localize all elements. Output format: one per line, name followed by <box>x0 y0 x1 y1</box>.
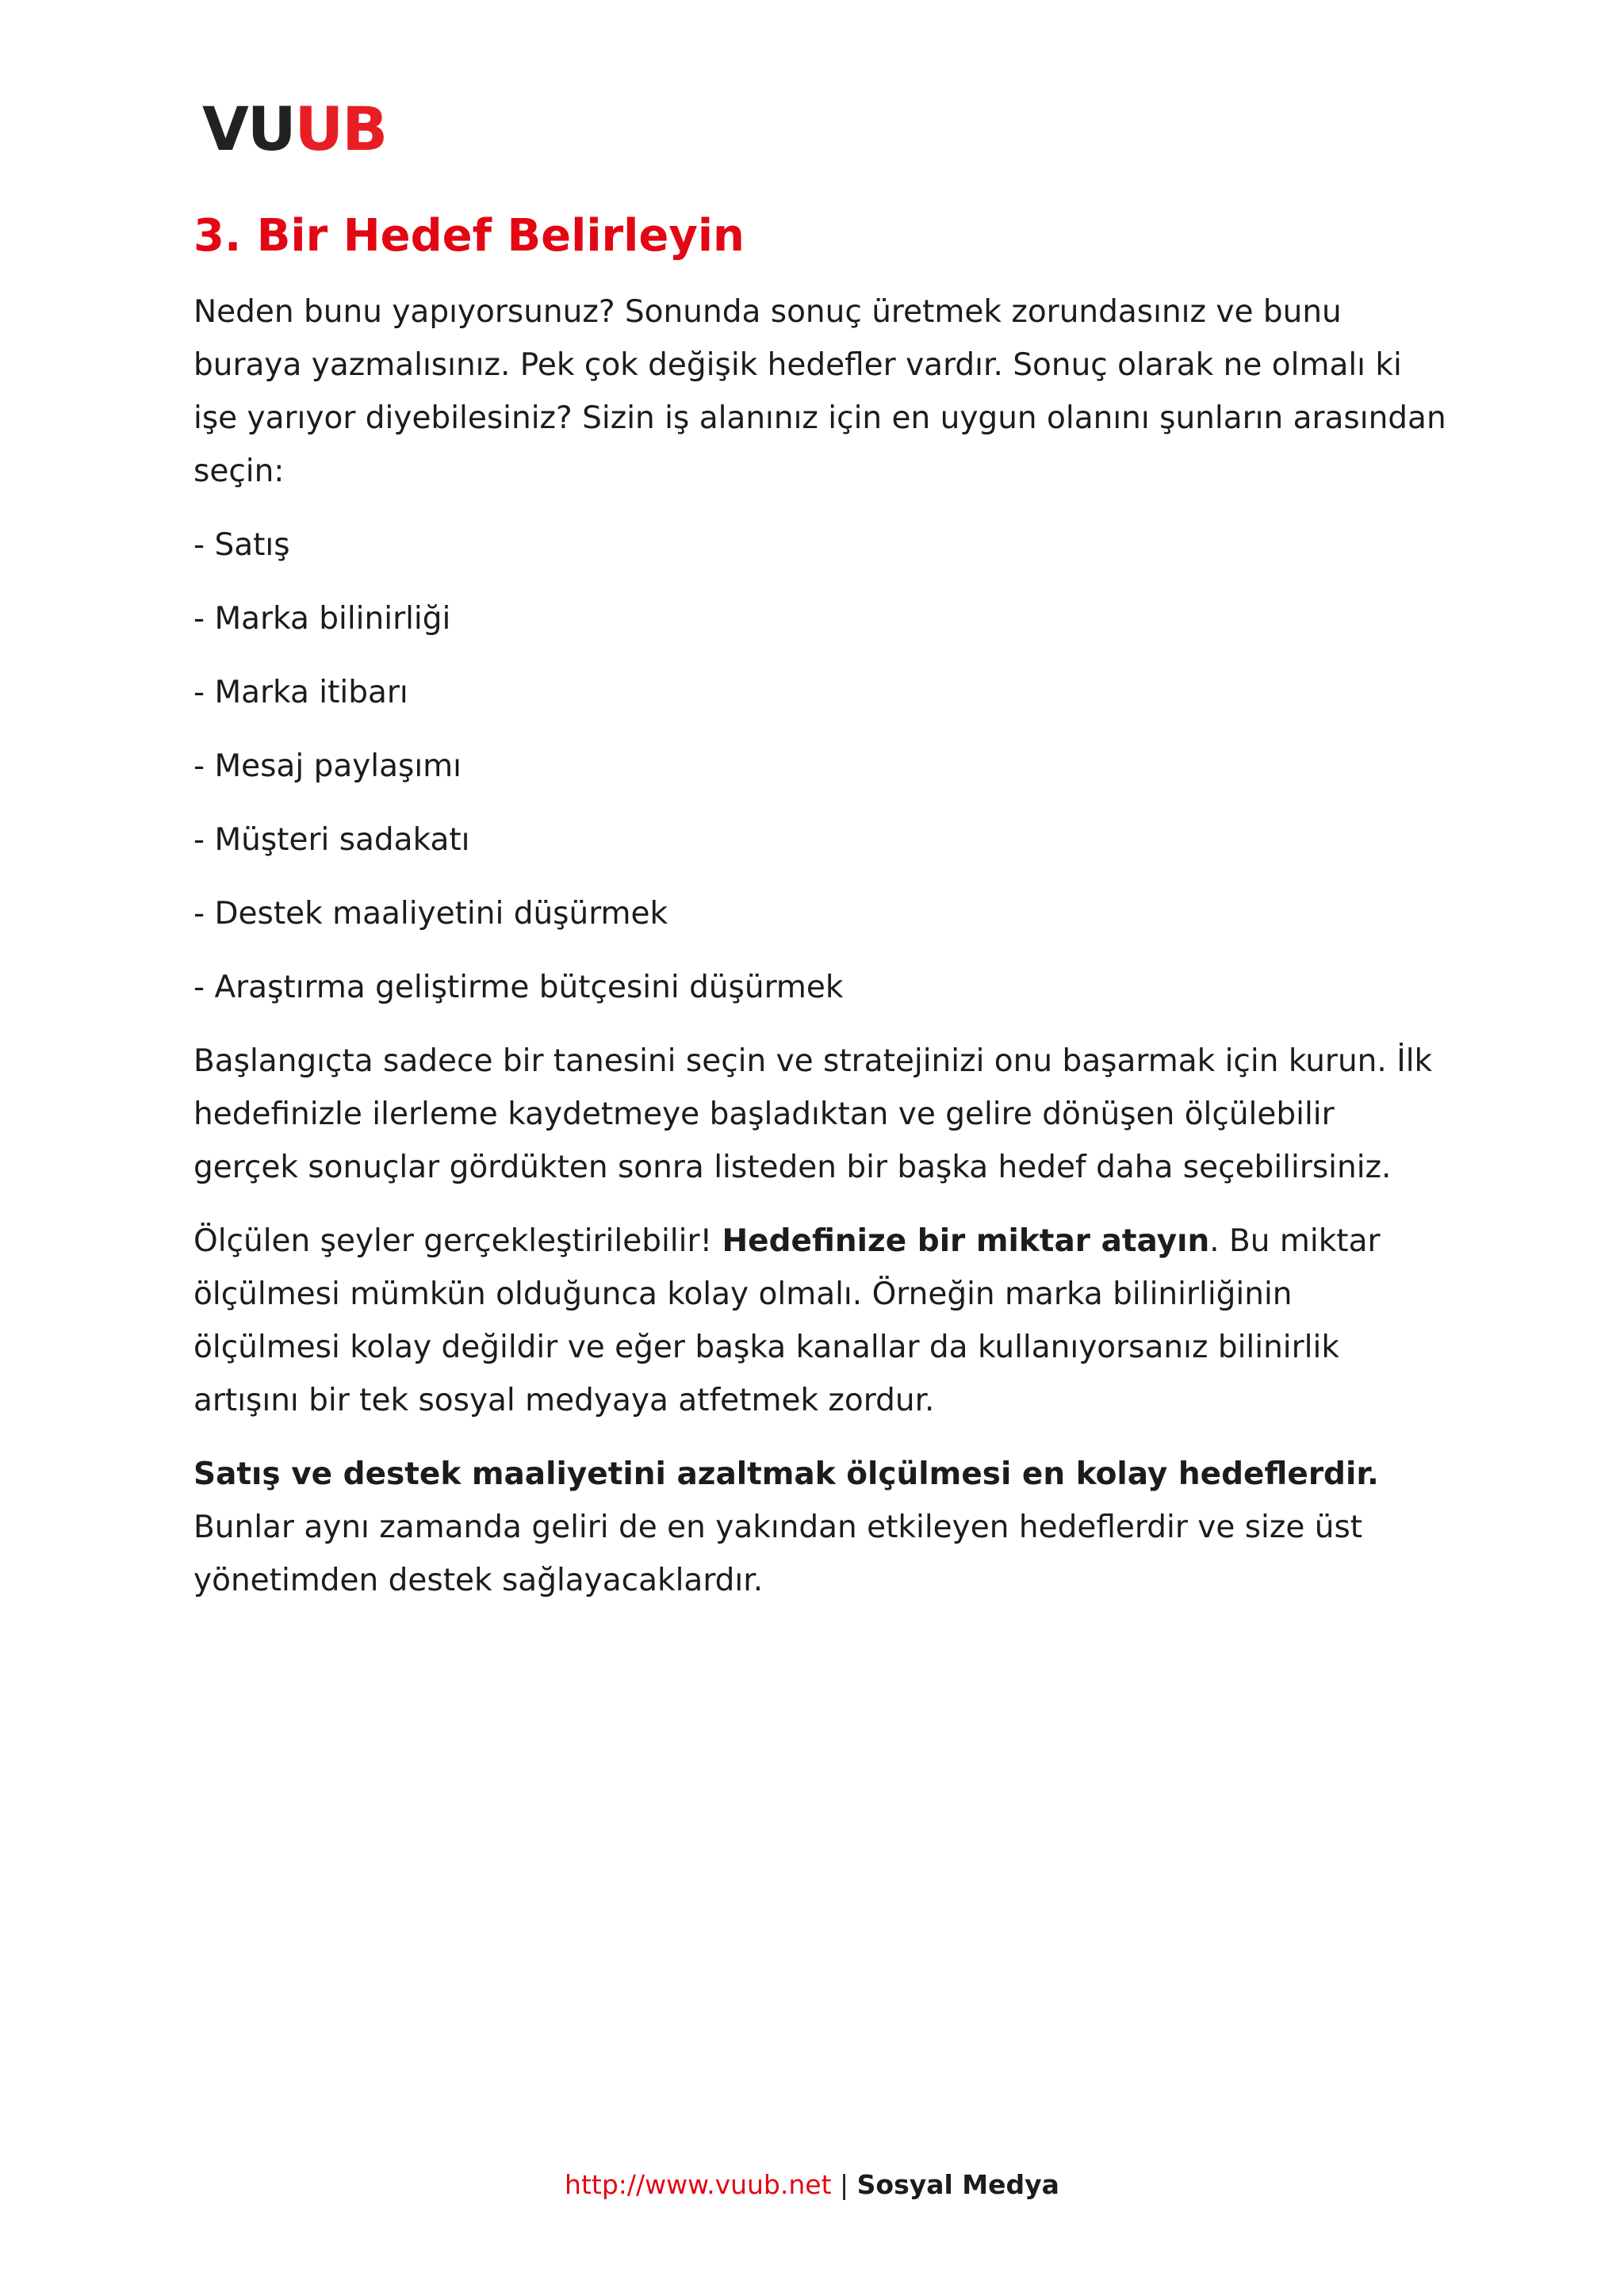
easiest-goals-bold: Satış ve destek maaliyetini azaltmak ölçülmesi en kolay hedeflerdir. <box>193 1456 1379 1492</box>
goal-item-sales: - Satış <box>193 527 290 563</box>
goal-item-rnd-budget: - Araştırma geliştirme bütçesini düşürmek <box>193 970 844 1005</box>
vuub-logo <box>202 94 386 165</box>
easiest-goals-rest: Bunlar aynı zamanda geliri de en yakından etkileyen hedeflerdir ve size üst yönetimden destek sağlayacaklardır. <box>193 1510 1363 1598</box>
footer-separator: | <box>831 2169 857 2200</box>
logo-part-vu: VU <box>202 94 295 164</box>
logo-part-ub: UB <box>294 94 387 164</box>
intro-paragraph: Neden bunu yapıyorsunuz? Sonunda sonuç üretmek zorundasınız ve bunu buraya yazmalısınız. Pek çok değişik hedefler vardır. Sonuç olarak ne olmalı ki işe yarıyor diyebilesiniz? Sizin iş alanınız için en uygun olanını şunların arasından seçin: <box>193 294 1446 489</box>
assign-amount-paragraph <box>193 1215 1446 1427</box>
goal-item-brand-reputation: - Marka itibarı <box>193 675 408 710</box>
goal-item-support-cost: - Destek maaliyetini düşürmek <box>193 896 668 932</box>
easiest-goals-paragraph <box>193 1448 1446 1607</box>
page-content <box>193 205 1446 1628</box>
footer-link[interactable]: http://www.vuub.net <box>565 2169 832 2200</box>
assign-amount-bold: Hedefinize bir miktar atayın <box>722 1223 1210 1259</box>
section-heading: 3. Bir Hedef Belirleyin <box>193 210 745 262</box>
assign-amount-rest: . Bu miktar ölçülmesi mümkün olduğunca kolay olmalı. Örneğin marka bilinirliğinin ölçülmesi kolay değildir ve eğer başka kanallar da kullanıyorsanız bilinirlik artışını bir tek sosyal medyaya atfetmek zordur. <box>193 1223 1381 1418</box>
start-with-one-paragraph: Başlangıçta sadece bir tanesini seçin ve stratejinizi onu başarmak için kurun. İlk hedefinizle ilerleme kaydetmeye başladıktan ve gelire dönüşen ölçülebilir gerçek sonuçlar gördükten sonra listeden bir başka hedef daha seçebilirsiniz. <box>193 1043 1433 1185</box>
goal-item-brand-awareness: - Marka bilinirliği <box>193 601 451 637</box>
footer-section-title: Sosyal Medya <box>856 2169 1059 2200</box>
assign-amount-lead: Ölçülen şeyler gerçekleştirilebilir! <box>193 1223 722 1259</box>
goals-list <box>193 519 1446 1014</box>
page-footer <box>0 2166 1624 2204</box>
goal-item-customer-loyalty: - Müşteri sadakatı <box>193 822 470 858</box>
goal-item-message-sharing: - Mesaj paylaşımı <box>193 748 462 784</box>
